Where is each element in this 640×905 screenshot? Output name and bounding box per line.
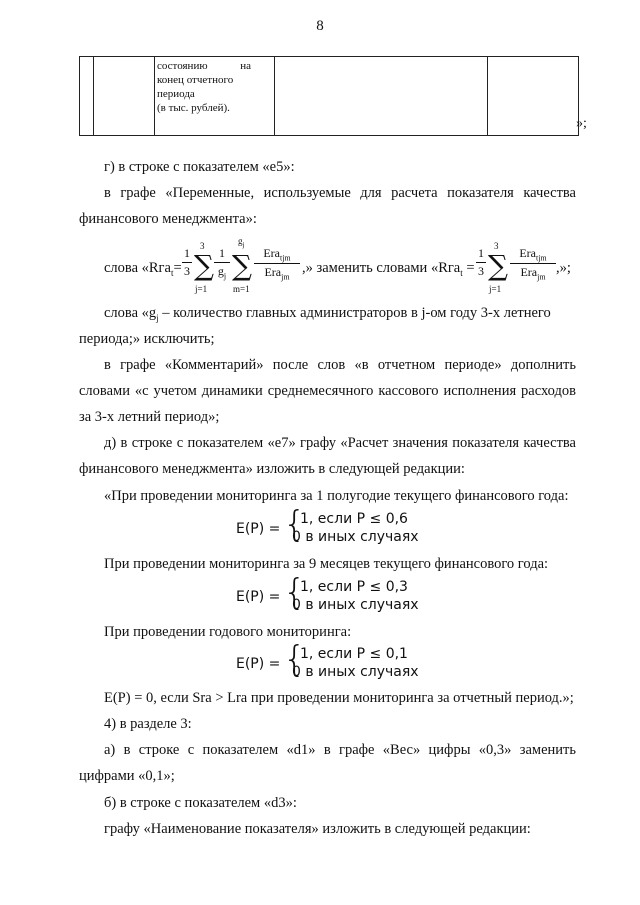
item-d-heading: финансового менеджмента» изложить в следующей редакции: <box>79 461 465 477</box>
fraction-numerator: Erа <box>519 246 536 260</box>
formula-subscript: jm <box>537 272 546 282</box>
formula-text: = <box>173 260 182 276</box>
table-cell <box>80 57 94 136</box>
table-fragment <box>79 56 579 136</box>
table-row <box>80 57 579 136</box>
closing-quote: »; <box>576 116 587 131</box>
table-cell <box>94 57 155 136</box>
last-line: графу «Наименование показателя» изложить в следующей редакции: <box>104 821 531 837</box>
formula-subscript: jm <box>281 272 290 282</box>
fraction <box>476 246 486 279</box>
fraction-numerator: 1 <box>478 246 484 260</box>
formula-subscript: j <box>223 271 227 281</box>
formula-subscript: tjm <box>279 253 291 263</box>
sum-symbol: ∑ <box>232 249 252 282</box>
item-a-line: а) в строке с показателем «d1» в графе «Вес» цифры «0,3» заменить <box>104 742 576 758</box>
sum-lower: j=1 <box>489 284 502 294</box>
formula-text: слова «Rга <box>104 260 171 276</box>
sum-symbol: ∑ <box>488 249 508 282</box>
sum-lower: m=1 <box>233 284 250 294</box>
fraction-denominator: g <box>217 264 224 278</box>
nine-months-text: При проведении мониторинга за 9 месяцев текущего финансового года: <box>104 556 549 572</box>
comment-line: словами «с учетом динамики среднемесячного кассового исполнения расходов <box>79 383 576 399</box>
sum-symbol: ∑ <box>194 249 214 282</box>
fraction-denominator: 3 <box>478 264 484 278</box>
case-first: 1, если P ≤ 0,6 <box>300 511 408 527</box>
sum-upper: 3 <box>494 241 499 251</box>
sum-upper: $g_j$ <box>238 236 245 249</box>
cell-text: на <box>240 60 251 72</box>
comment-line: в графе «Комментарий» после слов «в отчетном периоде» дополнить <box>104 357 576 373</box>
formula-text: ,»; <box>556 260 571 276</box>
brace: { <box>283 639 306 680</box>
section-3-heading: 4) в разделе 3: <box>104 716 192 732</box>
gj-text: слова «g <box>104 305 157 321</box>
annual-text: При проведении годового мониторинга: <box>104 624 352 640</box>
brace: { <box>283 504 306 545</box>
fraction-numerator: 1 <box>184 246 190 260</box>
formula-text: = <box>466 260 475 276</box>
fraction <box>510 246 556 282</box>
cell-text: периода <box>157 88 195 100</box>
cell-text: конец отчетного <box>157 74 234 86</box>
e-label: E(P) = <box>236 521 281 537</box>
case-first: 1, если P ≤ 0,1 <box>300 646 408 662</box>
sum-lower: j=1 <box>195 284 208 294</box>
fraction-numerator: 1 <box>219 246 225 260</box>
fraction-numerator: Erа <box>263 246 280 260</box>
half-year-text: «При проведении мониторинга за 1 полугодие текущего финансового года: <box>104 488 569 504</box>
table-cell-text <box>155 57 275 136</box>
item-a-line: цифрами «0,1»; <box>79 768 175 784</box>
formula-subscript: t <box>460 267 463 278</box>
fraction-denominator: Erа <box>264 265 282 280</box>
e-zero-text: E(P) = 0, если Sra > Lra при проведении мониторинга за отчетный период.»; <box>104 690 574 706</box>
e-label: E(P) = <box>236 656 281 672</box>
cell-text: (в тыс. рублей). <box>157 102 230 114</box>
case-second: 0 в иных случаях <box>292 597 419 613</box>
table-cell <box>488 57 579 136</box>
brace: { <box>283 572 306 613</box>
page-number: 8 <box>316 18 324 34</box>
formula-subscript: j <box>156 312 159 323</box>
fraction-denominator: 3 <box>184 264 190 278</box>
formula-text: ,» заменить словами «Rга <box>302 260 461 276</box>
sum-upper: 3 <box>200 241 205 251</box>
fraction-denominator: Erа <box>520 265 538 280</box>
item-b-heading: б) в строке с показателем «d3»: <box>104 795 297 811</box>
gj-text: – количество главных администраторов в j-ом году 3-х летнего <box>158 305 551 321</box>
item-g-column-line: в графе «Переменные, используемые для расчета показателя качества <box>104 185 576 201</box>
cell-text: состоянию <box>157 60 208 72</box>
case-first: 1, если P ≤ 0,3 <box>300 579 408 595</box>
replacement-formula <box>0 232 640 302</box>
e-label: E(P) = <box>236 589 281 605</box>
fraction <box>254 246 300 282</box>
formula-subscript: t <box>170 267 174 278</box>
formula-subscript: tjm <box>535 253 547 263</box>
table-cell <box>275 57 488 136</box>
comment-line: за 3-х летний период»; <box>79 409 220 425</box>
case-second: 0 в иных случаях <box>292 529 419 545</box>
fraction <box>182 246 192 279</box>
fraction <box>214 246 230 280</box>
case-second: 0 в иных случаях <box>292 664 419 680</box>
gj-text: периода;» исключить; <box>79 331 215 347</box>
item-g-heading: г) в строке с показателем «е5»: <box>104 159 295 175</box>
item-g-column-line: финансового менеджмента»: <box>79 211 257 227</box>
item-d-heading: д) в строке с показателем «е7» графу «Расчет значения показателя качества <box>104 435 576 451</box>
